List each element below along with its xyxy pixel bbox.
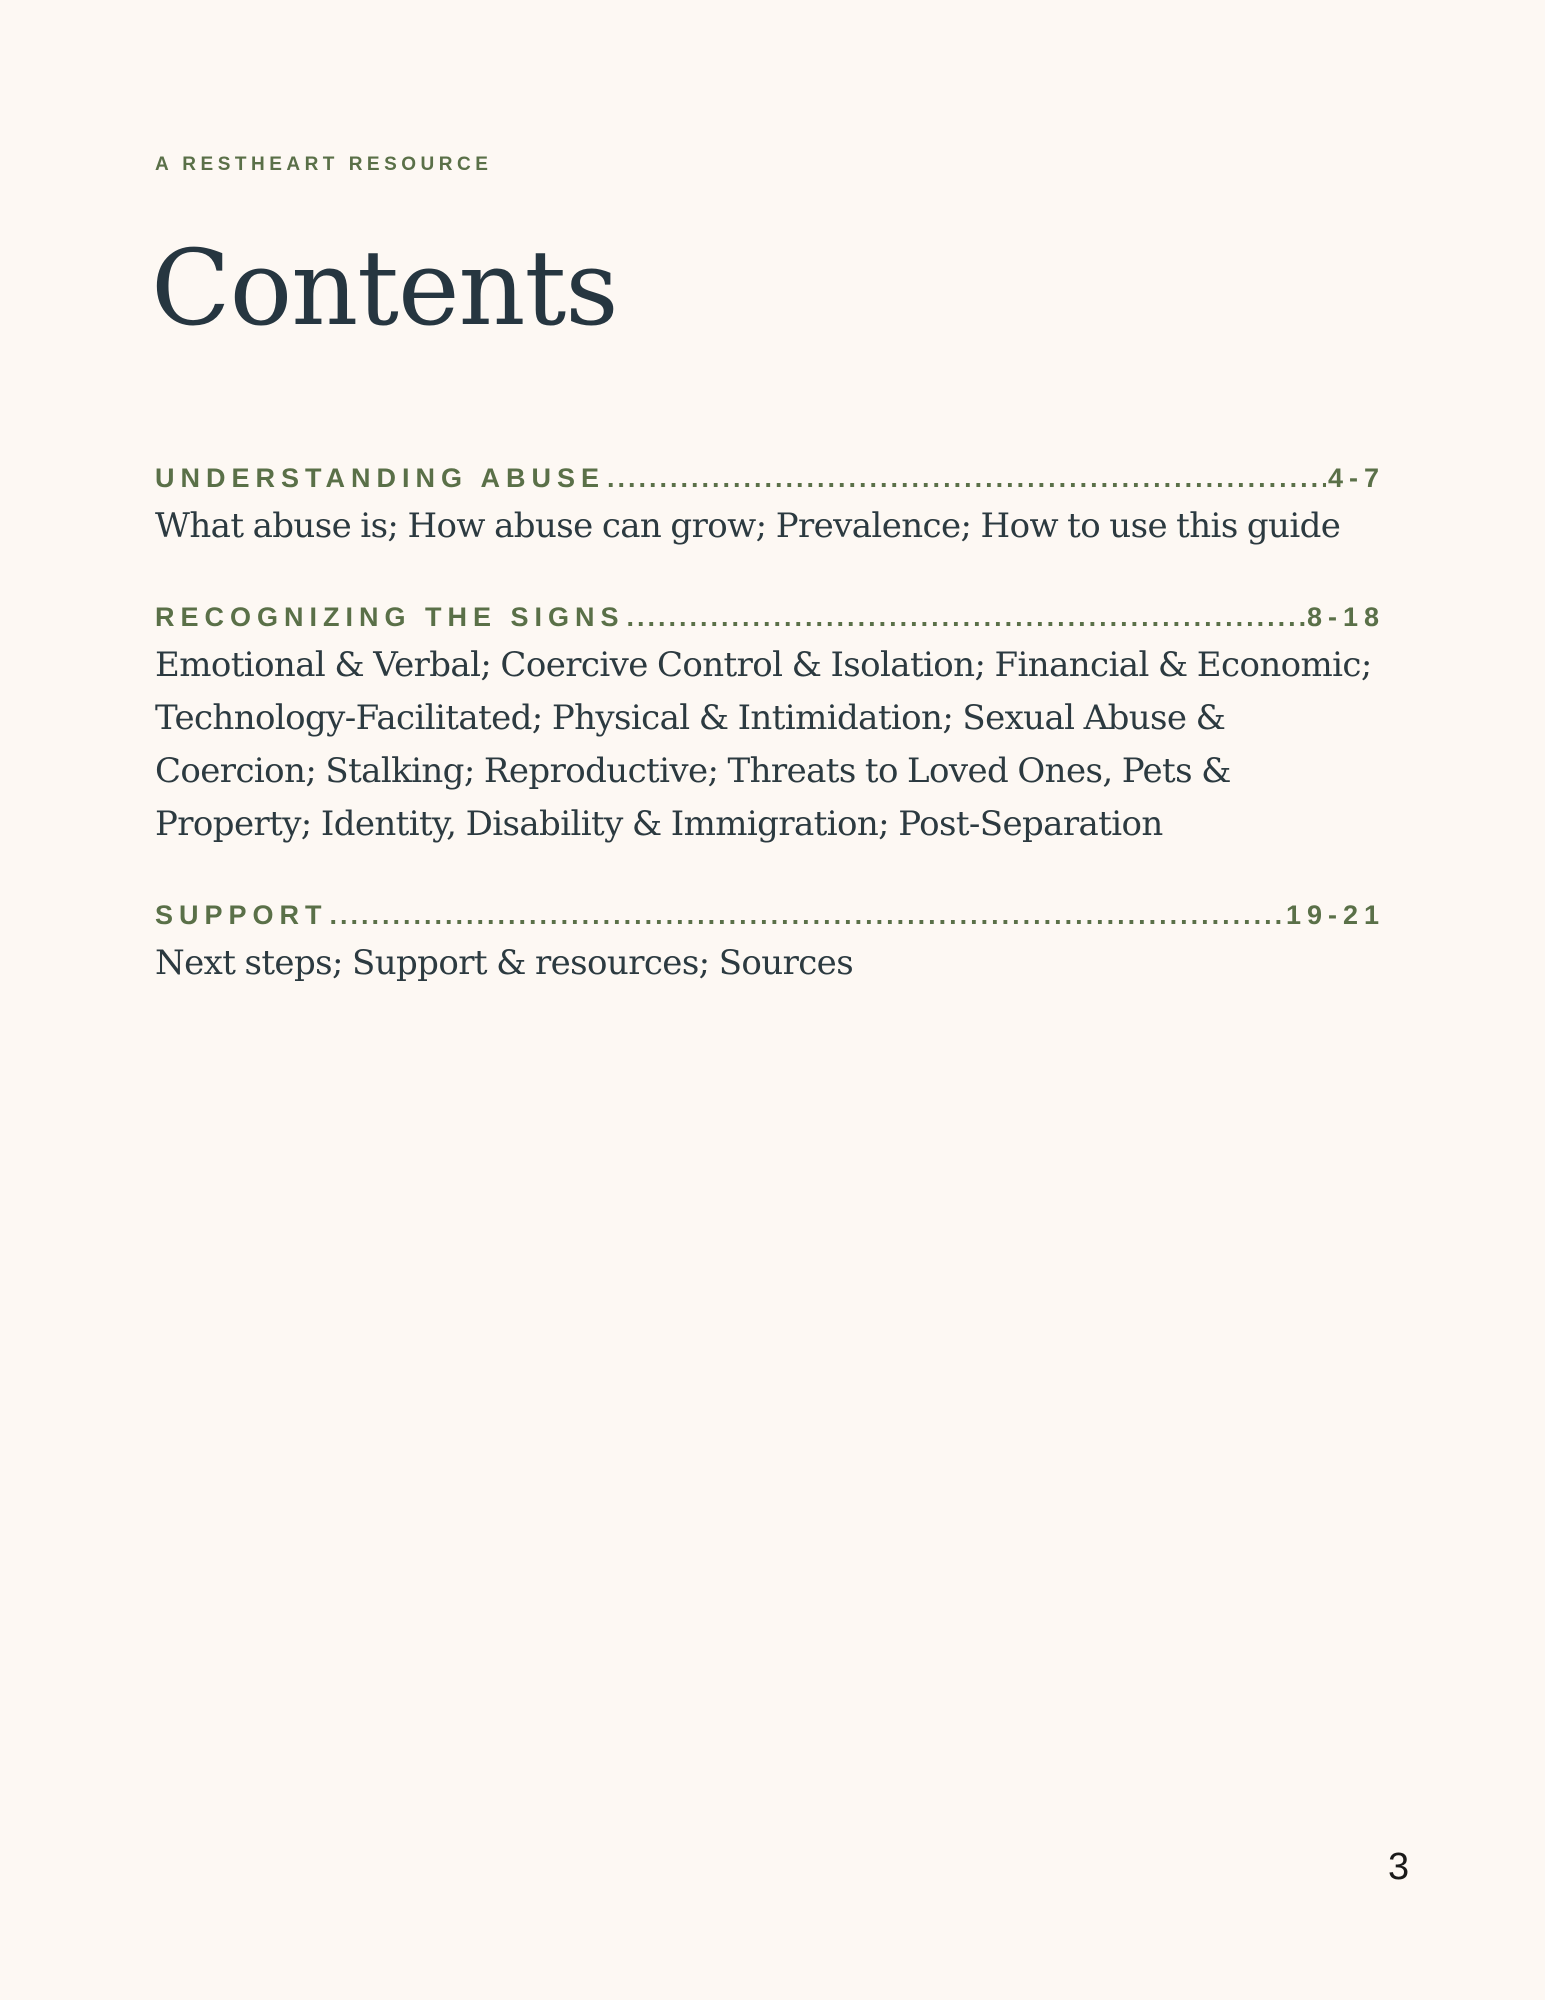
toc-description: What abuse is; How abuse can grow; Prevalence; How to use this guide — [155, 506, 1341, 546]
dot-leader — [607, 460, 1326, 496]
toc-heading: RECOGNIZING THE SIGNS — [155, 602, 625, 632]
toc-description: Next steps; Support & resources; Sources — [155, 943, 854, 983]
page-title: Contents — [151, 227, 618, 349]
toc-page-range: 19-21 — [1285, 900, 1385, 930]
toc-heading: SUPPORT — [155, 900, 328, 930]
toc-page-range: 8-18 — [1306, 602, 1385, 632]
resource-kicker: A RESTHEART RESOURCE — [155, 154, 493, 175]
toc-heading-row[interactable] — [155, 599, 1385, 635]
toc-entry-support — [155, 897, 1385, 990]
toc-page-range: 4-7 — [1327, 463, 1385, 493]
toc-entry-understanding-abuse — [155, 460, 1385, 553]
toc-heading: UNDERSTANDING ABUSE — [155, 463, 606, 493]
toc-entry-recognizing-the-signs — [155, 599, 1385, 851]
dot-leader — [330, 897, 1284, 933]
toc-heading-row[interactable] — [155, 897, 1385, 933]
toc-description: Emotional & Verbal; Coercive Control & Isolation; Financial & Economic; Technology-Facilitated; Physical & Intimidation; Sexual Abuse & Coercion; Stalking; Reproductive; Threats to Loved Ones, Pets & Property; Identity, Disability & Immigration; Post-Separation — [155, 645, 1372, 844]
toc-heading-row[interactable] — [155, 460, 1385, 496]
dot-leader — [627, 599, 1305, 635]
page-number: 3 — [1388, 1846, 1410, 1888]
table-of-contents — [155, 460, 1385, 1036]
